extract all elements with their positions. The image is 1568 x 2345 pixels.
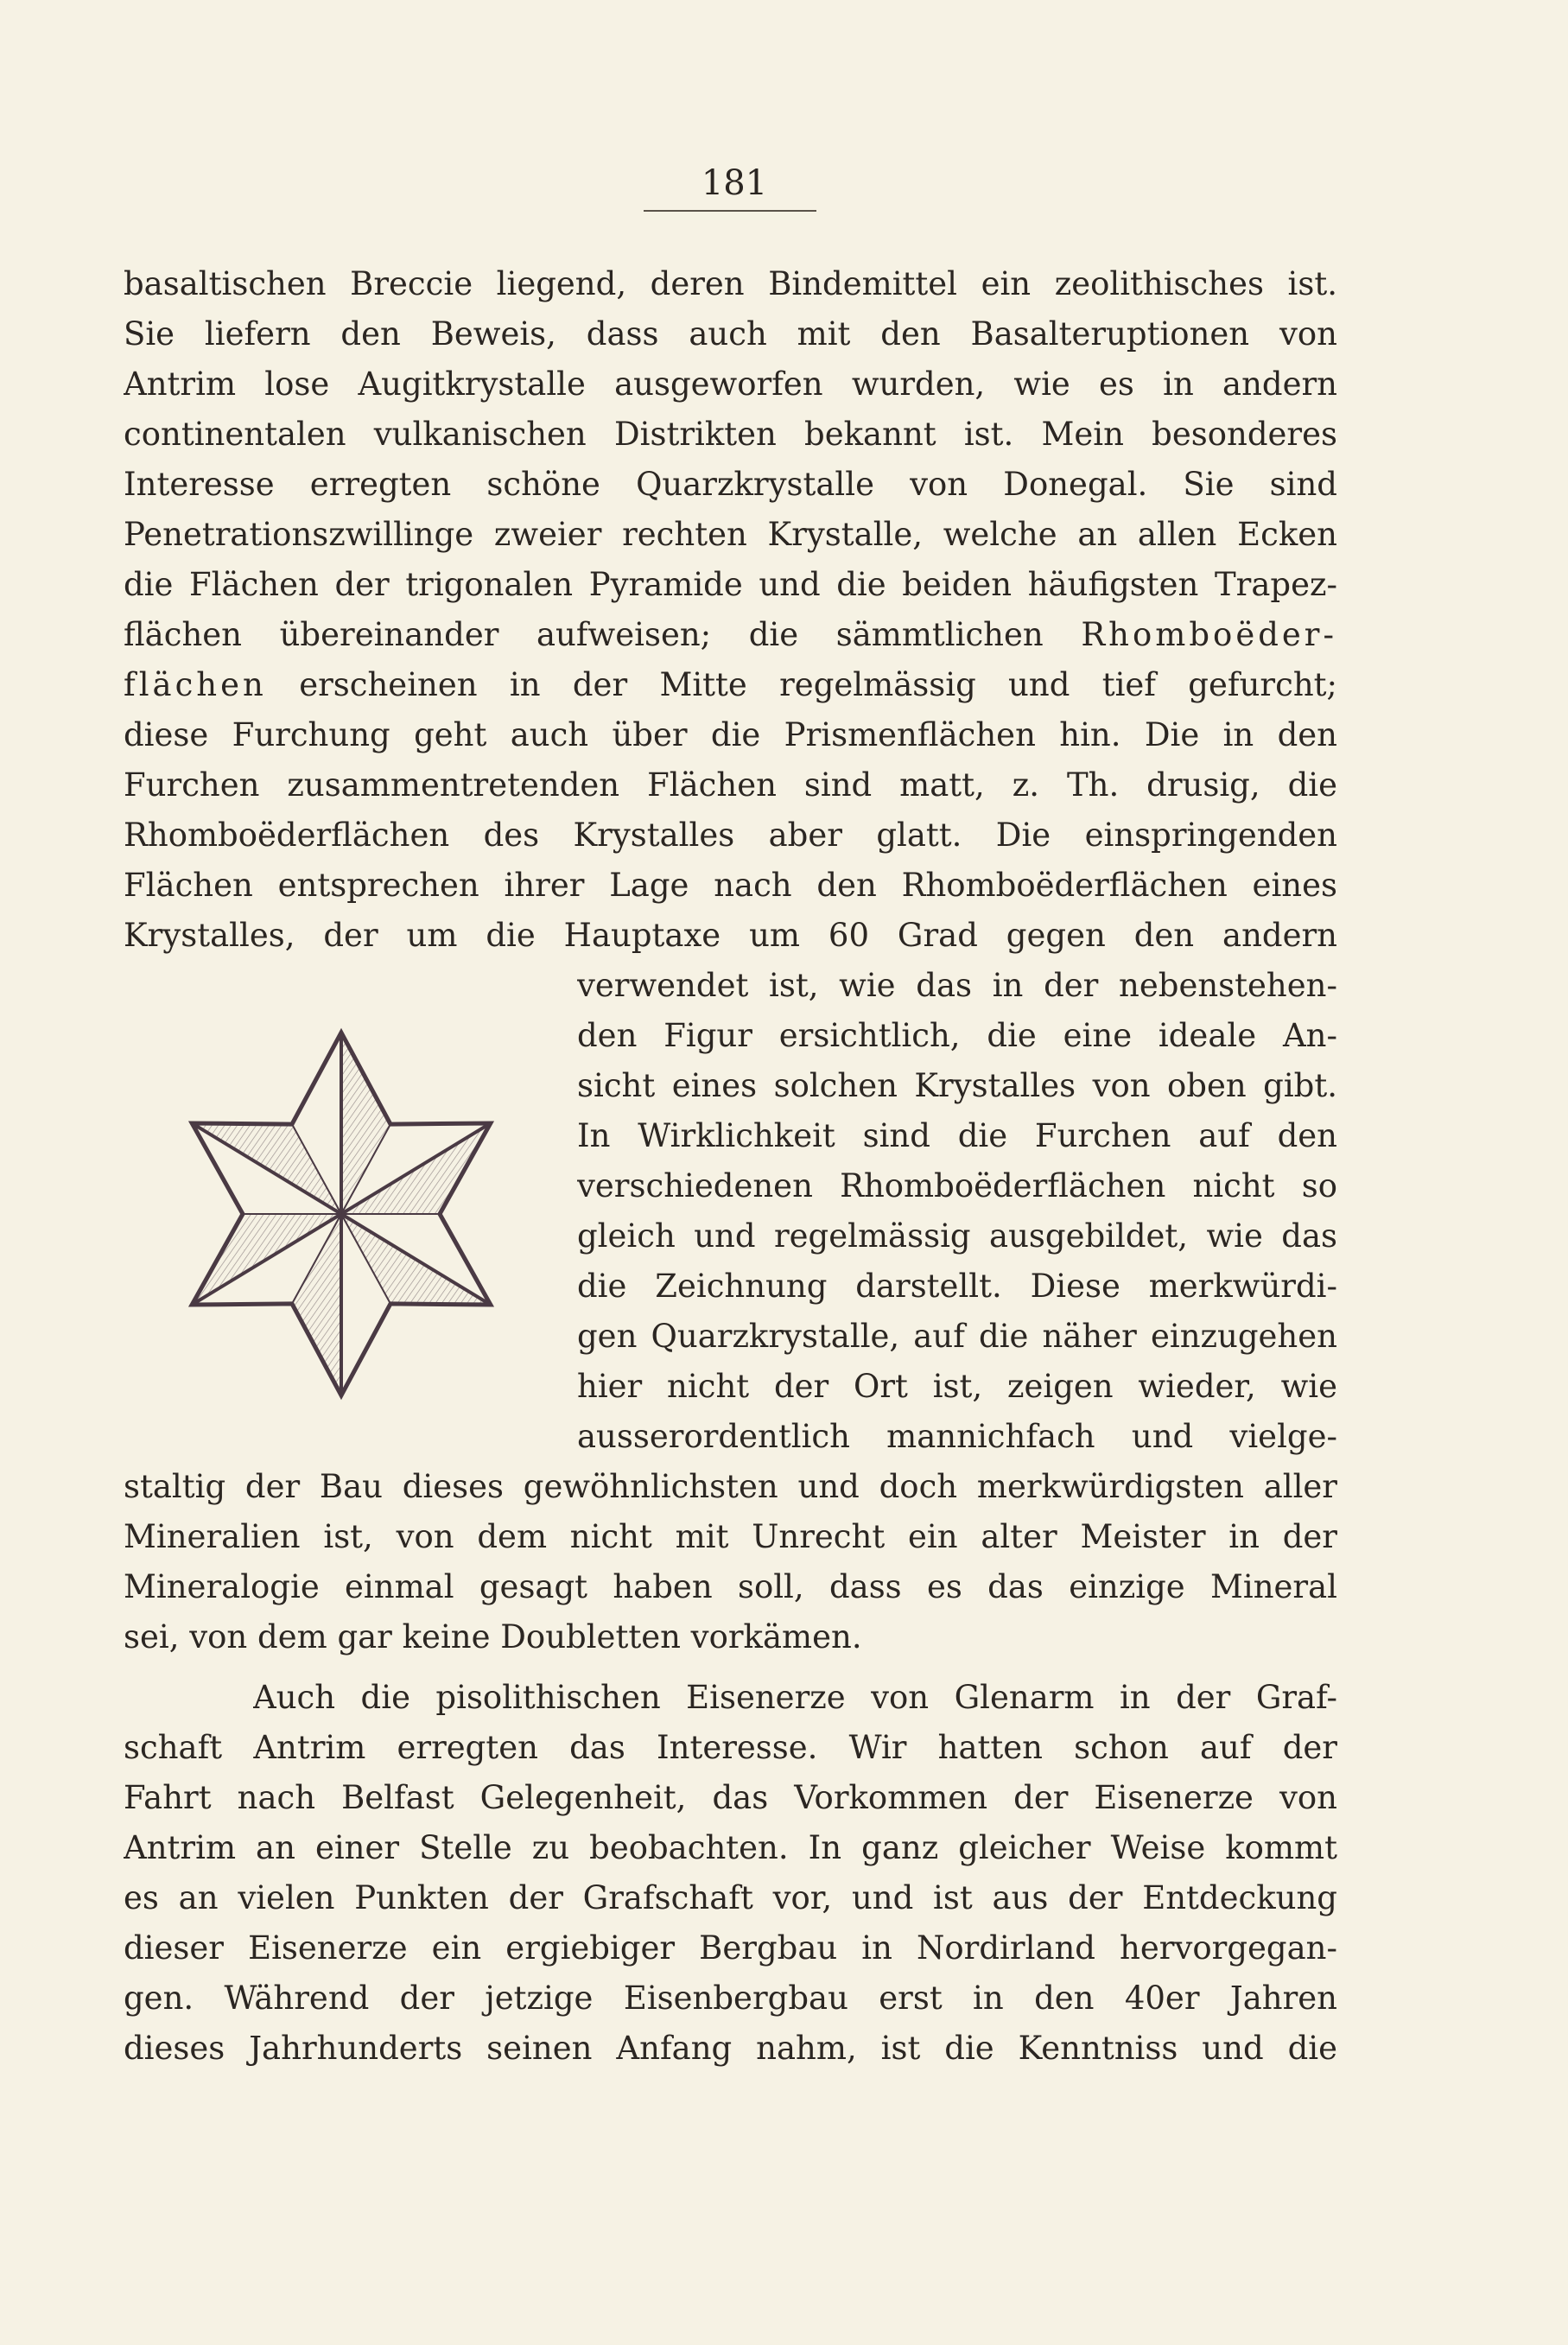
text-line: gen Quarzkrystalle, auf die näher einzugehen — [577, 1318, 1337, 1355]
text-line: verschiedenen Rhomboëderflächen nicht so — [577, 1167, 1337, 1204]
text-line: den Figur ersichtlich, die eine ideale An- — [577, 1017, 1337, 1054]
text-line: dieser Eisenerze ein ergiebiger Bergbau in Nordirland hervorgegan- — [124, 1929, 1337, 1967]
text-fragment: erscheinen in der Mitte regelmässig und tief gefurcht; — [299, 666, 1337, 703]
text-line: Sie liefern den Beweis, dass auch mit den Basalteruptionen von — [124, 315, 1337, 353]
text-line: die Flächen der trigonalen Pyramide und die beiden häufigsten Trapez- — [124, 566, 1337, 603]
text-line: Antrim an einer Stelle zu beobachten. In ganz gleicher Weise kommt — [124, 1829, 1337, 1866]
text-line: continentalen vulkanischen Distrikten bekannt ist. Mein besonderes — [124, 416, 1337, 453]
text-line: hier nicht der Ort ist, zeigen wieder, wie — [577, 1368, 1337, 1405]
text-line — [124, 660, 1337, 710]
text-line: verwendet ist, wie das in der nebenstehen- — [577, 967, 1337, 1004]
text-line: sicht eines solchen Krystalles von oben gibt. — [577, 1067, 1337, 1104]
text-line: Penetrationszwillinge zweier rechten Krystalle, welche an allen Ecken — [124, 516, 1337, 553]
text-line — [124, 610, 1337, 660]
text-line: basaltischen Breccie liegend, deren Bindemittel ein zeolithisches ist. — [124, 265, 1337, 302]
text-line: Furchen zusammentretenden Flächen sind matt, z. Th. drusig, die — [124, 766, 1337, 804]
text-line: Rhomboëderflächen des Krystalles aber glatt. Die einspringenden — [124, 817, 1337, 854]
quartz-twin-crystal-figure — [168, 1015, 514, 1413]
text-line: In Wirklichkeit sind die Furchen auf den — [577, 1117, 1337, 1154]
text-line: gleich und regelmässig ausgebildet, wie das — [577, 1217, 1337, 1255]
text-line: gen. Während der jetzige Eisenbergbau erst in den 40er Jahren — [124, 1980, 1337, 2017]
text-line: Flächen entsprechen ihrer Lage nach den Rhomboëderflächen eines — [124, 867, 1337, 904]
text-line: Auch die pisolithischen Eisenerze von Glenarm in der Graf- — [253, 1679, 1337, 1716]
text-line: Krystalles, der um die Hauptaxe um 60 Grad gegen den andern — [124, 917, 1337, 954]
text-line: staltig der Bau dieses gewöhnlichsten und doch merkwürdigsten aller — [124, 1468, 1337, 1505]
text-line: sei, von dem gar keine Doubletten vorkämen. — [124, 1618, 862, 1655]
text-line: die Zeichnung darstellt. Diese merkwürdi- — [577, 1268, 1337, 1305]
text-line: Fahrt nach Belfast Gelegenheit, das Vorkommen der Eisenerze von — [124, 1779, 1337, 1816]
text-fragment: flächen übereinander aufweisen; die sämmtlichen — [124, 616, 1044, 653]
text-line: ausserordentlich mannichfach und vielge- — [577, 1418, 1337, 1455]
text-line: Mineralogie einmal gesagt haben soll, dass es das einzige Mineral — [124, 1568, 1337, 1605]
text-line: Interesse erregten schöne Quarzkrystalle von Donegal. Sie sind — [124, 466, 1337, 503]
page-number-rule — [644, 210, 816, 212]
text-line: Mineralien ist, von dem nicht mit Unrecht ein alter Meister in der — [124, 1518, 1337, 1555]
text-line: schaft Antrim erregten das Interesse. Wir hatten schon auf der — [124, 1729, 1337, 1766]
text-line: Antrim lose Augitkrystalle ausgeworfen wurden, wie es in andern — [124, 365, 1337, 403]
page-number: 181 — [701, 163, 768, 203]
text-line: diese Furchung geht auch über die Prismenflächen hin. Die in den — [124, 716, 1337, 753]
text-line: es an vielen Punkten der Grafschaft vor, und ist aus der Entdeckung — [124, 1879, 1337, 1916]
text-fragment-spaced: flächen — [124, 666, 267, 703]
text-line: dieses Jahrhunderts seinen Anfang nahm, ist die Kenntniss und die — [124, 2030, 1337, 2067]
text-fragment-spaced: Rhomboëder- — [1081, 616, 1337, 653]
